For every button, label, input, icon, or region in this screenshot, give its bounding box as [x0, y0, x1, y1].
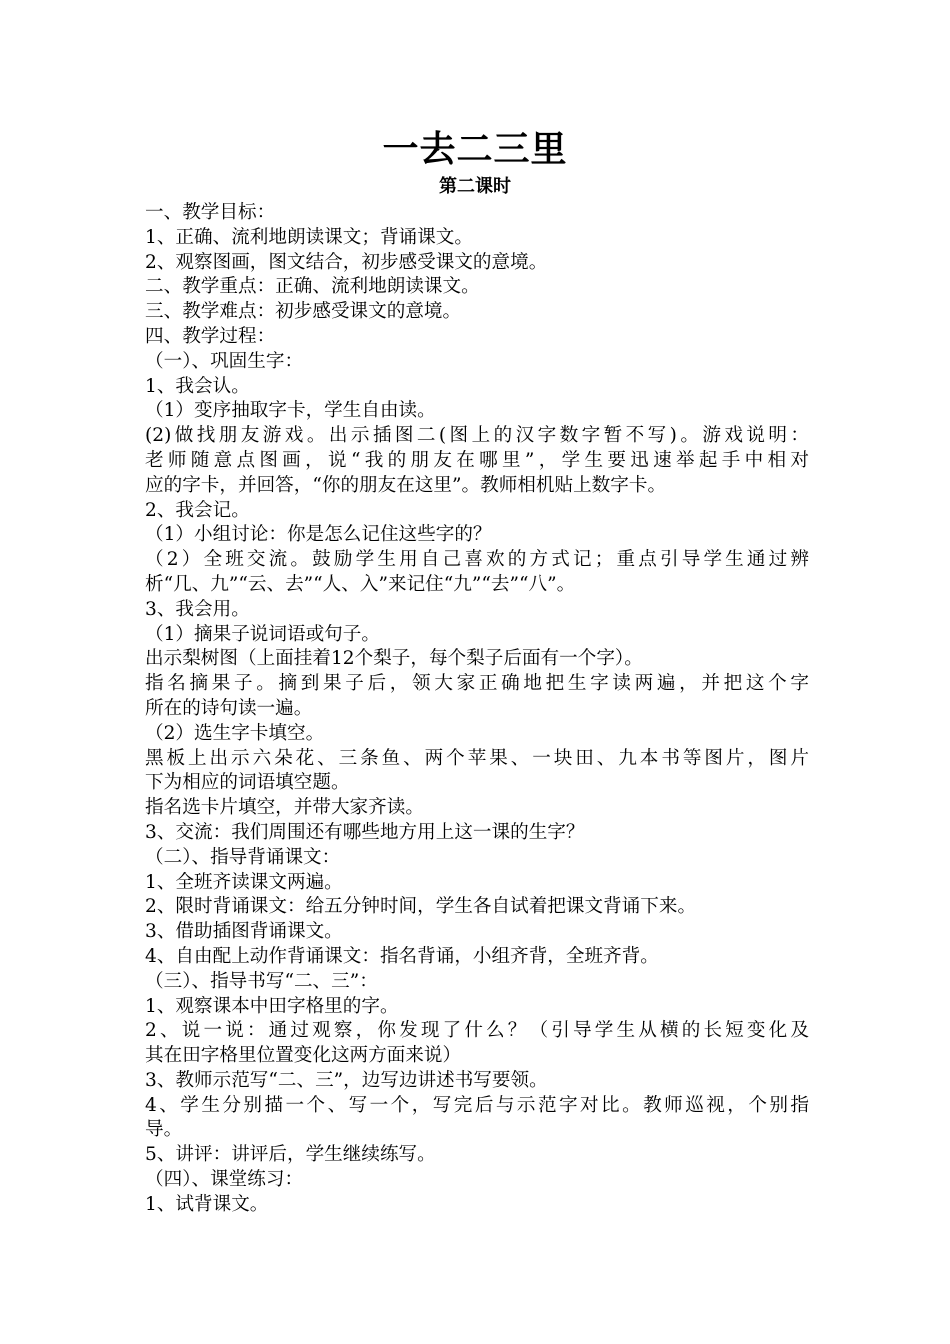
- text-line: 应的字卡，并回答，“你的朋友在这里”。教师相机贴上数字卡。: [145, 474, 667, 496]
- text-line: 1、正确、流利地朗读课文；背诵课文。: [145, 226, 473, 248]
- document-title: 一去二三里: [382, 129, 568, 170]
- text-line: （1）摘果子说词语或句子。: [145, 623, 380, 645]
- text-line: 3、借助插图背诵课文。: [145, 921, 343, 943]
- text-line: 3、教师示范写“二、三”，边写边讲述书写要领。: [145, 1069, 548, 1091]
- text-line: 3、交流：我们周围还有哪些地方用上这一课的生字？: [145, 821, 585, 843]
- text-line: （1）小组讨论：你是怎么记住这些字的？: [145, 524, 492, 546]
- text-line: （一）、巩固生字：: [145, 350, 304, 372]
- text-line: （2）选生字卡填空。: [145, 722, 325, 744]
- text-line: 5、讲评：讲评后，学生继续练写。: [145, 1144, 436, 1166]
- text-line: 1、全班齐读课文两遍。: [145, 871, 343, 893]
- text-line: 1、试背课文。: [145, 1193, 269, 1215]
- text-line: 一、教学目标：: [145, 202, 276, 223]
- text-line: 2、我会记。: [145, 499, 250, 521]
- document-subtitle: 第二课时: [439, 176, 511, 197]
- text-line: 所在的诗句读一遍。: [145, 697, 313, 719]
- text-line: （二）、指导背诵课文：: [145, 846, 341, 868]
- text-line: 导。: [145, 1119, 183, 1141]
- text-line: 其在田字格里位置变化这两方面来说）: [145, 1045, 462, 1067]
- text-line: （2）全班交流。鼓励学生用自己喜欢的方式记；重点引导学生通过辨: [145, 549, 809, 571]
- text-line: 1、观察课本中田字格里的字。: [145, 995, 399, 1017]
- text-line: 析“几、九”“云、去”“人、入”来记住“九”“去”“八”。: [145, 573, 576, 595]
- text-line: （1）变序抽取字卡，学生自由读。: [145, 400, 436, 422]
- text-line: (2)做找朋友游戏。出示插图二(图上的汉字数字暂不写)。游戏说明：: [145, 425, 809, 447]
- text-line: 三、教学难点：初步感受课文的意境。: [145, 301, 462, 323]
- text-line: 下为相应的词语填空题。: [145, 772, 350, 794]
- text-line: 二、教学重点：正确、流利地朗读课文。: [145, 276, 480, 298]
- text-line: 指名选卡片填空，并带大家齐读。: [145, 797, 424, 819]
- document-body: [145, 201, 809, 1218]
- text-line: 3、我会用。: [145, 598, 250, 620]
- text-line: 出示梨树图（上面挂着12个梨子，每个梨子后面有一个字）。: [145, 648, 643, 670]
- text-line: 老师随意点图画，说“我的朋友在哪里”，学生要迅速举起手中相对: [145, 449, 809, 471]
- text-line: 四、教学过程：: [145, 325, 276, 347]
- text-line: （四）、课堂练习：: [145, 1169, 304, 1191]
- text-line: 4、学生分别描一个、写一个，写完后与示范字对比。教师巡视，个别指: [145, 1094, 809, 1116]
- text-line: 2、观察图画，图文结合，初步感受课文的意境。: [145, 251, 548, 273]
- text-line: 黑板上出示六朵花、三条鱼、两个苹果、一块田、九本书等图片，图片: [145, 747, 809, 769]
- text-line: （三）、指导书写“二、三”：: [145, 970, 378, 992]
- text-line: 2、限时背诵课文：给五分钟时间，学生各自试着把课文背诵下来。: [145, 896, 697, 918]
- text-line: 指名摘果子。摘到果子后，领大家正确地把生字读两遍，并把这个字: [145, 673, 809, 695]
- text-line: 1、我会认。: [145, 375, 250, 397]
- text-line: 2、说一说：通过观察，你发现了什么？（引导学生从横的长短变化及: [145, 1020, 809, 1042]
- text-line: 4、自由配上动作背诵课文：指名背诵，小组齐背，全班齐背。: [145, 945, 659, 967]
